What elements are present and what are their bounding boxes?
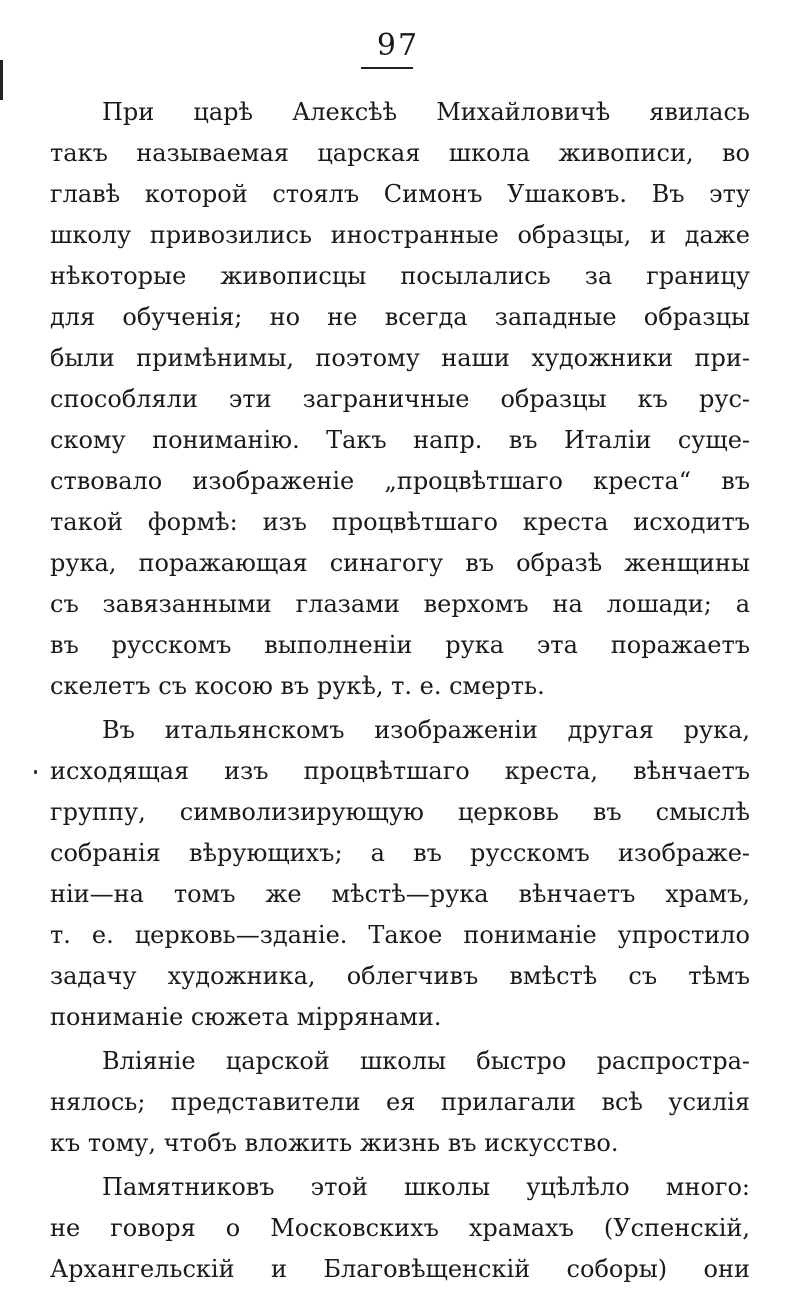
text-line: не говоря о Московскихъ храмахъ (Успенскій, xyxy=(50,1214,750,1242)
text-line: задачу художника, облегчивъ вмѣстѣ съ тѣмъ xyxy=(50,962,750,990)
text-line: такъ называемая царская школа живописи, во xyxy=(50,139,750,167)
text-line: скому пониманію. Такъ напр. въ Италіи суще- xyxy=(50,426,750,454)
text-line: способляли эти заграничные образцы къ рус- xyxy=(50,385,750,413)
paragraph xyxy=(50,1041,750,1164)
text-line: школу привозились иностранные образцы, и даже xyxy=(50,221,750,249)
text-line: нѣкоторые живописцы посылались за границу xyxy=(50,262,750,290)
text-line: При царѣ Алексѣѣ Михайловичѣ явилась xyxy=(102,98,750,126)
text-line: были примѣнимы, поэтому наши художники при- xyxy=(50,344,750,372)
text-line: съ завязанными глазами верхомъ на лошади; а xyxy=(50,590,750,618)
paragraph xyxy=(50,710,750,1038)
text-line: нялось; представители ея прилагали всѣ усилія xyxy=(50,1088,750,1116)
text-line: къ тому, чтобъ вложить жизнь въ искусство. xyxy=(50,1129,619,1157)
text-line: въ русскомъ выполненіи рука эта поражаетъ xyxy=(50,631,750,659)
text-line: для обученія; но не всегда западные образцы xyxy=(50,303,750,331)
page-number: 97 xyxy=(376,28,420,63)
text-line: т. е. церковь—зданіе. Такое пониманіе упростило xyxy=(50,921,750,949)
text-line: Архангельскій и Благовѣщенскій соборы) они xyxy=(50,1255,750,1283)
page-number-underline xyxy=(361,67,413,69)
text-line: собранія вѣрующихъ; а въ русскомъ изображе- xyxy=(50,839,750,867)
text-line: Памятниковъ этой школы уцѣлѣло много: xyxy=(102,1173,750,1201)
text-line: Въ итальянскомъ изображеніи другая рука, xyxy=(102,716,750,744)
text-line: ствовало изображеніе „процвѣтшаго креста“ въ xyxy=(50,467,750,495)
body-text xyxy=(50,92,750,1293)
text-line: рука, поражающая синагогу въ образѣ женщины xyxy=(50,549,750,577)
text-line: пониманіе сюжета міррянами. xyxy=(50,1003,442,1031)
scan-edge-mark xyxy=(0,60,3,100)
paragraph xyxy=(50,92,750,707)
text-line: Вліяніе царской школы быстро распростра- xyxy=(102,1047,750,1075)
text-line: исходящая изъ процвѣтшаго креста, вѣнчаетъ xyxy=(50,757,750,785)
text-line: скелетъ съ косою въ рукѣ, т. е. смерть. xyxy=(50,672,545,700)
text-line: главѣ которой стоялъ Симонъ Ушаковъ. Въ эту xyxy=(50,180,750,208)
text-line: ніи—на томъ же мѣстѣ—рука вѣнчаетъ храмъ, xyxy=(50,880,750,908)
text-line: такой формѣ: изъ процвѣтшаго креста исходитъ xyxy=(50,508,750,536)
text-line: группу, символизирующую церковь въ смыслѣ xyxy=(50,798,750,826)
scan-speck xyxy=(34,770,37,774)
